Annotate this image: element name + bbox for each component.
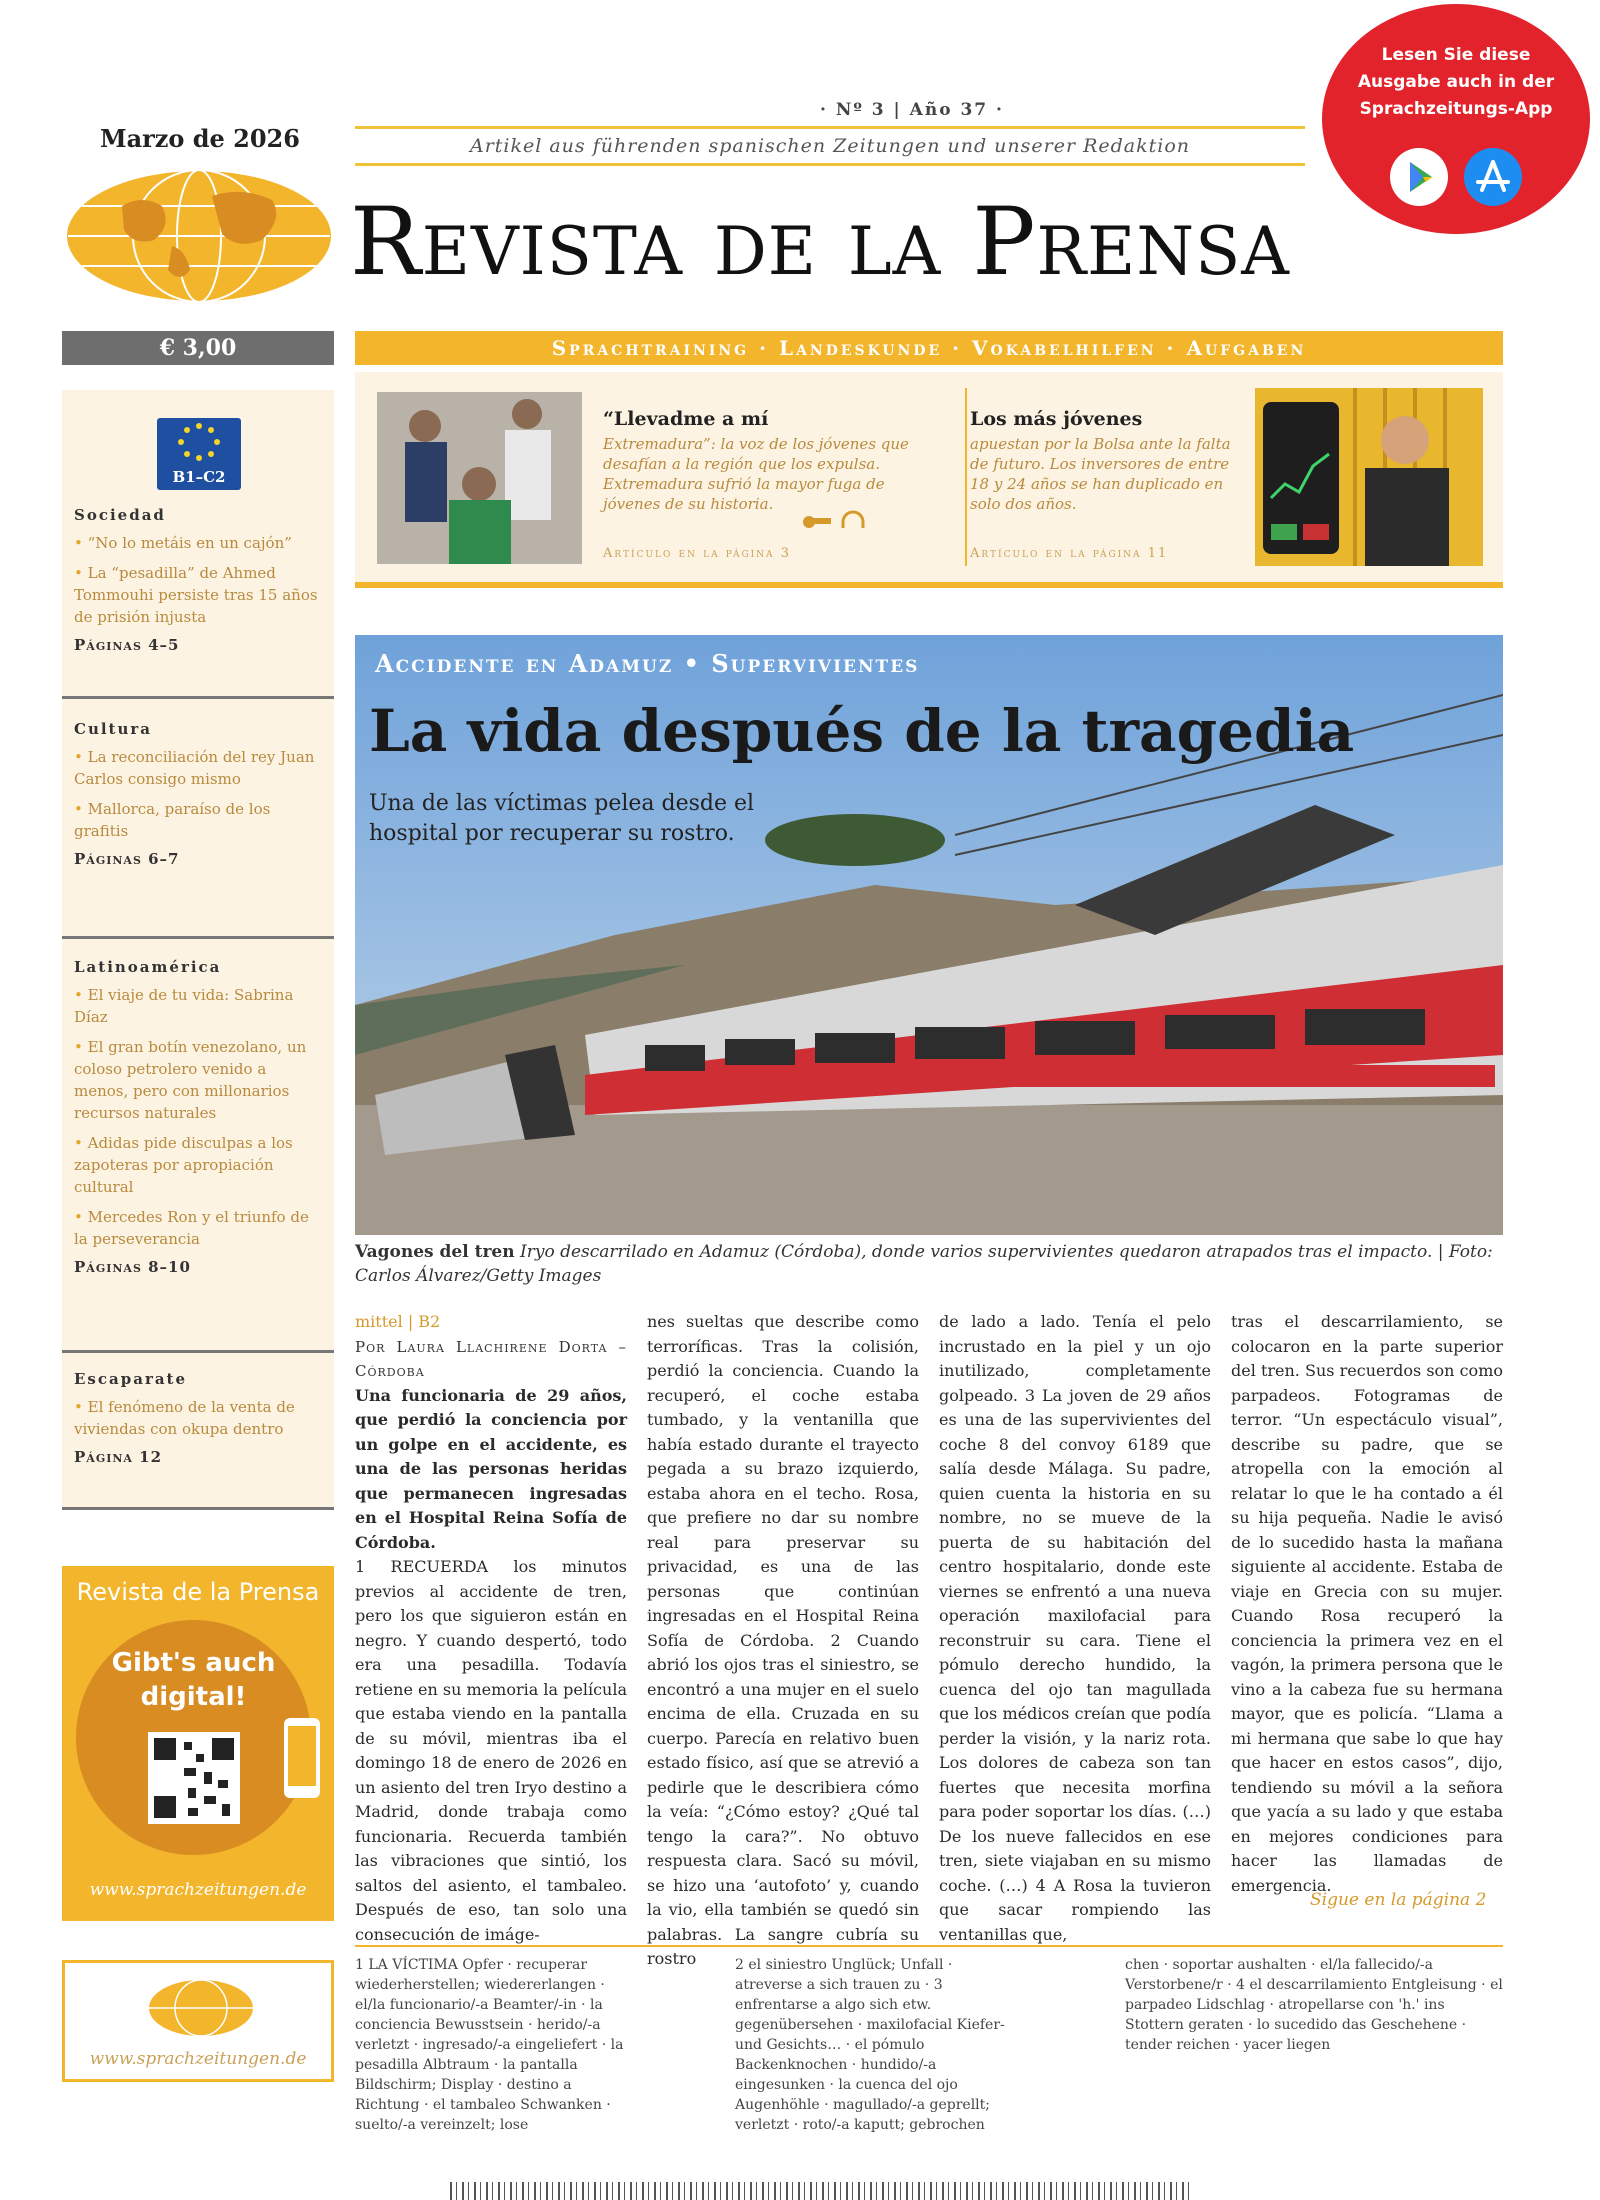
article-column-3: de lado a lado. Tenía el pelo incrustado en la piel y un ojo inutilizado, completamente golpeado. 3 La joven de 29 años es una de las supervivientes del coche 8 del convoy 6189 que salía desde Málaga. Su padre, quien cuenta la historia en su nombre, no se mueve de la puerta de su habitación del centro hospitalario, donde este viernes se enfrentó a una nueva operación maxilofacial para reconstruir su cara. Tiene el pómulo derecho hundido, la cuenca del ojo tan magullada que los médicos creían que podía perder la visión, y la nariz rota. Los dolores de cabeza son tan fuertes que necesita morfina para poder soportar los días. (…) De los nueve fallecidos en ese tren, siete viajaban en su mismo coche. (…) 4 A Rosa la tuvieron que sacar rompiendo las ventanillas que, [939, 1312, 1211, 1944]
digital-promo[interactable] [62, 1566, 334, 1921]
sidebar-section-cultura [74, 720, 324, 868]
section-heading: Latinoamérica [74, 958, 222, 976]
hero-deck: Una de las víctimas pelea desde el hospital por recuperar su rostro. [369, 791, 755, 846]
sidebar-section-latinoamerica [74, 958, 324, 1276]
section-heading: Escaparate [74, 1370, 188, 1388]
article-paragraph: 1 RECUERDA los minutos previos al accidente de tren, pero los que siguieron están en negro. Y cuando despertó, todo era una pesadilla. Todavía retiene en su memoria la película que estaba viendo en la pantalla de su móvil, mientras iba el domingo 18 de enero de 2026 en un asiento del tren Iryo destino a Madrid, donde trabaja como funcionaria. Recuerda también las vibraciones que sintió, los saltos del asiento, el tambaleo. Después de eso, tan solo una consecución de imáge- [355, 1557, 627, 1944]
tagline-bar: Sprachtraining · Landeskunde · Vokabelhilfen · Aufgaben [355, 331, 1503, 365]
section-item[interactable]: • El fenómeno de la venta de viviendas con okupa dentro [74, 1396, 324, 1440]
newspaper-title: Revista de la Prensa [350, 188, 1290, 297]
teaser-divider [965, 388, 967, 566]
promo-circle [76, 1620, 311, 1855]
teaser-headline[interactable]: Los más jóvenes [970, 408, 1143, 430]
section-pages: Páginas 6–7 [74, 850, 180, 868]
level-badge [157, 418, 241, 490]
section-pages: Página 12 [74, 1448, 163, 1466]
teaser-body: Extremadura”: la voz de los jóvenes que desafían a la región que los expulsa. Extremadura sufrió la mayor fuga de jóvenes de su historia. [603, 435, 909, 513]
level-badge-text: B1–C2 [172, 468, 226, 486]
logo-url[interactable]: www.sprachzeitungen.de [89, 2049, 307, 2069]
hero-headline: La vida después de la tragedia [369, 697, 1355, 765]
logo-box[interactable] [62, 1960, 334, 2082]
article-column-2: nes sueltas que describe como terroríficas. Tras la colisión, perdió la conciencia. Cuando la recuperó, el coche estaba tumbado, y la ventanilla que había estado durante el trayecto pegada a su brazo izquierdo, estaba ahora en el techo. Rosa, que prefiere no dar su nombre real para preservar su privacidad, es una de las personas que continúan ingresadas en el Hospital Reina Sofía de Córdoba. 2 Cuando abrió los ojos tras el siniestro, se encontró a una mujer en el suelo encima de ella. Cruzada en su cuerpo. Parecía en relativo buen estado físico, así que se atrevió a pedirle que le describiera cómo la veía: “¿Cómo estoy? ¿Qué tal tengo la cara?”. No obtuvo respuesta clara. Sacó su móvil, se hizo una ‘autofoto’ y, cuando la vio, ella también se quedó sin palabras. La sangre cubría su rostro [647, 1312, 919, 1968]
phone-icon [282, 1716, 322, 1800]
section-pages: Páginas 4–5 [74, 636, 180, 654]
photo-caption [355, 1240, 1503, 1288]
globe-logo-icon [147, 1977, 255, 2039]
section-heading: Sociedad [74, 506, 166, 524]
barcode [450, 2182, 1190, 2200]
hero-kicker: Accidente en Adamuz • Supervivientes [375, 649, 920, 678]
section-item[interactable]: • Mercedes Ron y el triunfo de la perseverancia [74, 1206, 324, 1250]
promo-url[interactable]: www.sprachzeitungen.de [89, 1880, 307, 1900]
sidebar-section-escaparate [74, 1370, 324, 1466]
section-item[interactable]: • “No lo metáis en un cajón” [74, 532, 324, 554]
caption-bold: Vagones del tren [355, 1242, 515, 1262]
globe-logo-icon [62, 166, 337, 306]
masthead-subline: Artikel aus führenden spanischen Zeitungen und unserer Redaktion [355, 126, 1305, 166]
google-play-icon[interactable] [1390, 148, 1448, 206]
section-divider [62, 696, 334, 699]
issue-date: Marzo de 2026 [100, 124, 300, 153]
teaser-footer[interactable]: Artículo en la página 11 [970, 546, 1169, 561]
sidebar-section-sociedad [74, 506, 324, 654]
teaser-headline[interactable]: “Llevadme a mí [603, 408, 769, 430]
section-heading: Cultura [74, 720, 152, 738]
section-item[interactable]: • Mallorca, paraíso de los grafitis [74, 798, 324, 842]
section-divider [62, 1350, 334, 1353]
section-item[interactable]: • El viaje de tu vida: Sabrina Díaz [74, 984, 324, 1028]
teaser-body: apuestan por la Bolsa ante la falta de futuro. Los inversores de entre 18 y 24 años se han duplicado en solo dos años. [970, 435, 1231, 513]
vocabulary-box [355, 1945, 1503, 2133]
app-badge-text: Lesen Sie diese Ausgabe auch in der Sprachzeitungs-App [1357, 45, 1555, 119]
section-divider [62, 1507, 334, 1510]
section-item[interactable]: • La “pesadilla” de Ahmed Tommouhi persiste tras 15 años de prisión injusta [74, 562, 324, 628]
article-byline: Por Laura Llachirene Dorta – Córdoba [355, 1337, 627, 1380]
teaser-photo-youth [377, 392, 582, 564]
qr-code-icon[interactable] [148, 1732, 240, 1824]
eu-stars-icon [157, 418, 241, 470]
teaser-footer[interactable]: Artículo en la página 3 [603, 546, 791, 561]
teaser-row [355, 372, 1503, 588]
app-store-icon[interactable] [1464, 148, 1522, 206]
article-column-4: tras el descarrilamiento, se colocaron en la parte superior del tren. Sus recuerdos son como parpadeos. Fotogramas de terror. “Un espectáculo visual”, describe su padre, que se atropella con la emoción al relatar lo que le ha contado a él su hija pequeña. Nadie le avisó de lo sucedido hasta la mañana siguiente al accidente. Estaba de viaje en Grecia con su mujer. Cuando Rosa recuperó la conciencia la primera vez en el vagón, la primera persona que le vino a la cabeza fue su hermana mayor, que es policía. “Llama a mi hermana que sabe lo que hay que hacer en estos casos”, dijo, tendiendo su móvil a la señora que yacía a su lado y que estaba en mejores condiciones para hacer las llamadas de emergencia. [1231, 1312, 1503, 1895]
audio-icon[interactable] [799, 508, 869, 534]
section-item[interactable]: • El gran botín venezolano, un coloso petrolero venido a menos, pero con millonarios recursos naturales [74, 1036, 324, 1124]
promo-title: Revista de la Prensa [76, 1578, 320, 1606]
app-badge[interactable] [1322, 4, 1590, 234]
vocab-column-1: 1 LA VÍCTIMA Opfer · recuperar wiederherstellen; wiedererlangen · el/la funcionario/-a Beamter/-in · la conciencia Bewusstsein · herido/-a verletzt · ingresado/-a eingeliefert · la pesadilla Albtraum · la pantalla Bildschirm; Display · destino a Richtung · el tambaleo Schwanken · suelto/-a vereinzelt; lose [355, 1957, 624, 2133]
article-meta: mittel | B2 [355, 1312, 441, 1331]
price-label: € 3,00 [62, 331, 334, 365]
section-divider [62, 936, 334, 939]
promo-circle-text: Gibt's auch digital! [111, 1648, 276, 1712]
section-item[interactable]: • Adidas pide disculpas a los zapoteras por apropiación cultural [74, 1132, 324, 1198]
vocab-column-2: 2 el siniestro Unglück; Unfall · atreverse a sich trauen zu · 3 enfrentarse a algo sich etw. gegenübersehen · maxilofacial Kiefer- und Gesichts… · el pómulo Backenknochen · hundido/-a eingesunken · la cuenca del ojo Augenhöhle · magullado/-a geprellt; verletzt · roto/-a kaputt; gebrochen [735, 1957, 1005, 2133]
hero-section [355, 635, 1503, 1235]
vocab-column-3: chen · soportar aushalten · el/la fallecido/-a Verstorbene/r · 4 el descarrilamiento Entgleisung · el parpadeo Lidschlag · atropellarse con 'h.' ins Stottern geraten · lo sucedido das Geschehene · tender reichen · yacer liegen [1125, 1957, 1503, 2053]
teaser-photo-investor [1255, 388, 1483, 566]
section-item[interactable]: • La reconciliación del rey Juan Carlos consigo mismo [74, 746, 324, 790]
sidebar [62, 390, 334, 1510]
section-pages: Páginas 8–10 [74, 1258, 191, 1276]
caption-text: Iryo descarrilado en Adamuz (Córdoba), donde varios supervivientes quedaron atrapados tras el impacto. | Foto: Carlos Álvarez/Getty Images [355, 1242, 1493, 1286]
issue-number: · Nº 3 | Año 37 · [820, 100, 1004, 120]
article-column-1 [355, 1310, 627, 1947]
article-lead: Una funcionaria de 29 años, que perdió la conciencia por un golpe en el accidente, es una de las personas heridas que permanecen ingresadas en el Hospital Reina Sofía de Córdoba. [355, 1385, 627, 1552]
continue-link[interactable]: Sigue en la página 2 [1310, 1890, 1487, 1910]
